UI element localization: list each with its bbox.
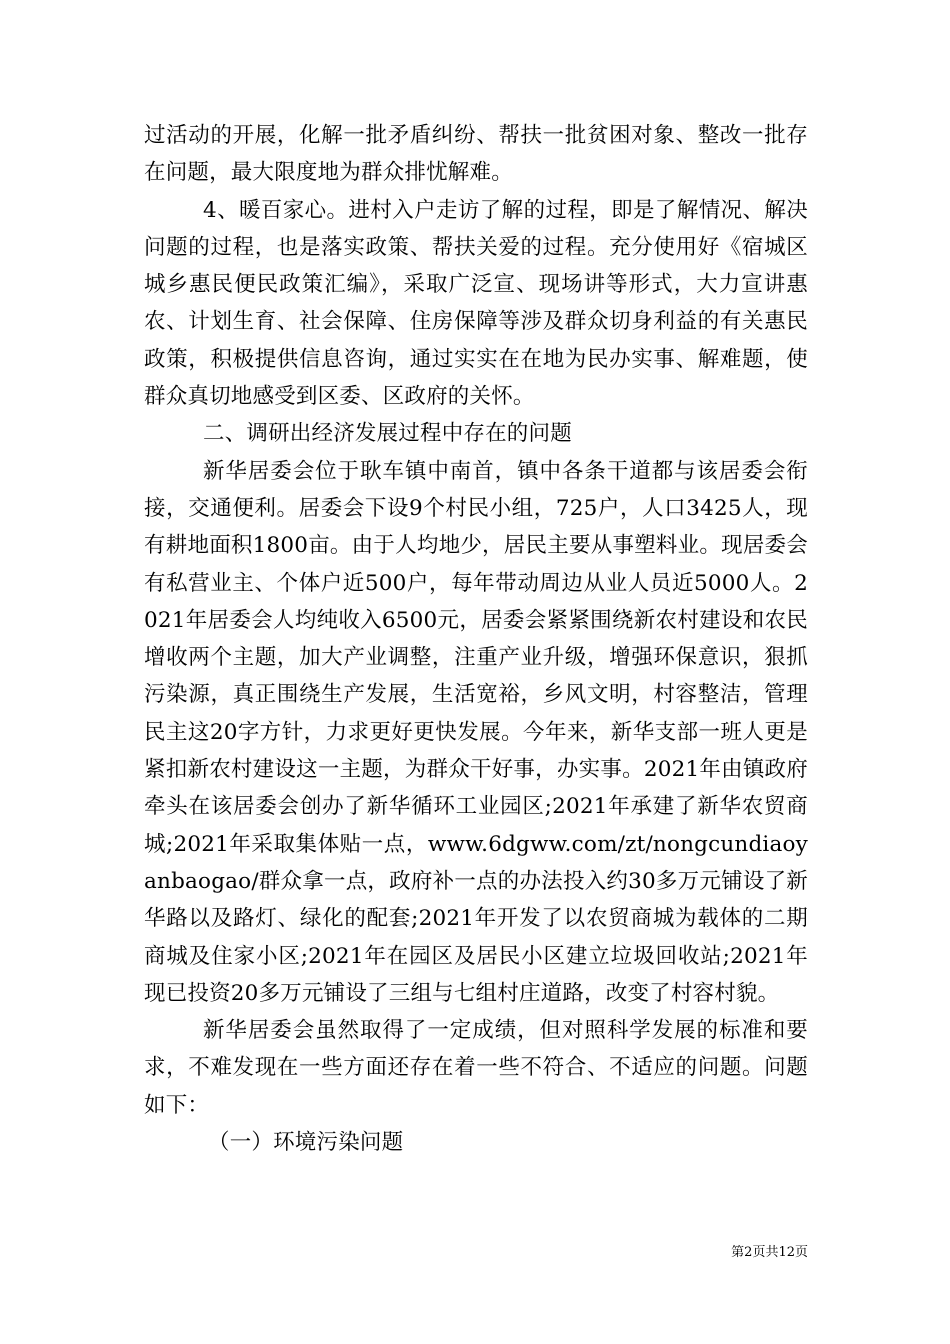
paragraph-xinhua-overview: 新华居委会位于耿车镇中南首，镇中各条干道都与该居委会衔接，交通便利。居委会下设9个村民小组，725户，人口3425人，现有耕地面积1800亩。由于人均地少，居民主要从事塑料业。现居委会有私营业主、个体户近500户，每年带动周边从业人员近5000人。2021年居委会人均纯收入6500元，居委会紧紧围绕新农村建设和农民增收两个主题，加大产业调整，注重产业升级，增强环保意识，狠抓污染源，真正围绕生产发展，生活宽裕，乡风文明，村容整洁，管理民主这20字方针，力求更好更快发展。今年来，新华支部一班人更是紧扣新农村建设这一主题，为群众干好事，办实事。2021年由镇政府牵头在该居委会创办了新华循环工业园区;2021年承建了新华农贸商城;2021年采取集体贴一点，www.6dgww.com/zt/nongcundiaoyanbaogao/群众拿一点，政府补一点的办法投入约30多万元铺设了新华路以及路灯、绿化的配套;2021年开发了以农贸商城为载体的二期商城及住家小区;2021年在园区及居民小区建立垃圾回收站;2021年现已投资20多万元铺设了三组与七组村庄道路，改变了村容村貌。 (144, 458, 808, 1006)
document-body (144, 117, 808, 1161)
paragraph-continuation: 过活动的开展，化解一批矛盾纠纷、帮扶一批贫困对象、整改一批存在问题，最大限度地为群众排忧解难。 (144, 123, 808, 186)
section-heading-2: 二、调研出经济发展过程中存在的问题 (203, 421, 572, 447)
paragraph-item-4: 4、暖百家心。进村入户走访了解的过程，即是了解情况、解决问题的过程，也是落实政策、帮扶关爱的过程。充分使用好《宿城区城乡惠民便民政策汇编》，采取广泛宣、现场讲等形式，大力宣讲惠农、计划生育、社会保障、住房保障等涉及群众切身利益的有关惠民政策，积极提供信息咨询，通过实实在在地为民办实事、解难题，使群众真切地感受到区委、区政府的关怀。 (144, 197, 808, 410)
subsection-heading-1: （一）环境污染问题 (208, 1130, 404, 1156)
paragraph-problems-intro: 新华居委会虽然取得了一定成绩，但对照科学发展的标准和要求，不难发现在一些方面还存在着一些不符合、不适应的问题。问题如下： (144, 1018, 808, 1118)
page-number: 第2页共12页 (731, 1245, 808, 1260)
